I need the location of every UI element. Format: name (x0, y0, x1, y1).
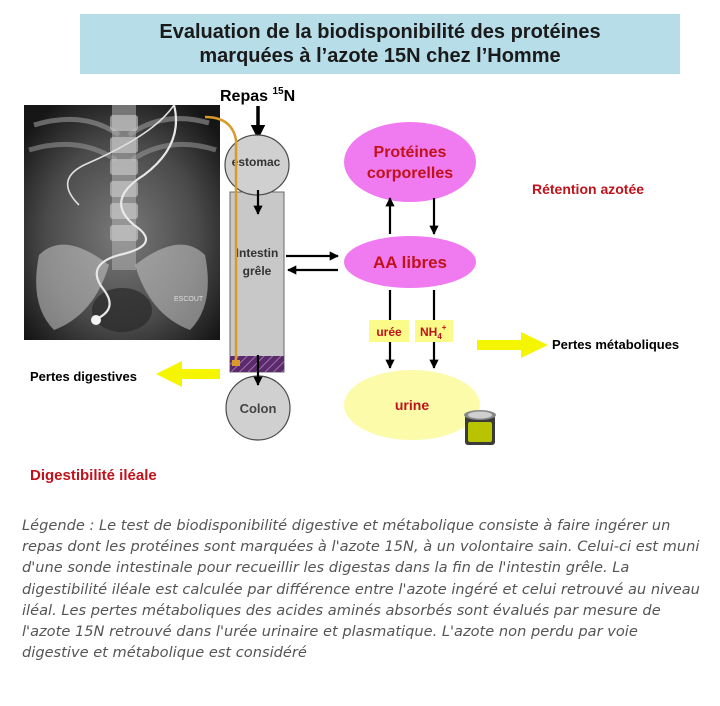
stomach-label: estomac (231, 155, 281, 169)
xray-watermark: ESCOUT (174, 296, 204, 303)
colon-label: Colon (239, 401, 277, 416)
intestine-label-1: Intestin (235, 246, 279, 260)
body-proteins-label-2: corporelles (366, 165, 454, 182)
intestine-label-2: grêle (242, 264, 272, 278)
digestive-losses-label: Pertes digestives (30, 369, 137, 384)
title-line-2: marquées à l’azote 15N chez l’Homme (199, 45, 561, 67)
meal-label: Repas $^{15}$N (220, 86, 296, 105)
small-intestine (230, 192, 284, 372)
title-line-1: Evaluation de la biodisponibilité des protéines (159, 21, 601, 43)
probe-tip (232, 360, 240, 366)
urine-container-icon (464, 410, 496, 445)
digestive-losses-arrow (156, 361, 220, 387)
nitrogen-retention-label: Rétention azotée (532, 181, 645, 197)
urea-tag-label: urée (376, 325, 402, 339)
body-proteins-pool (344, 122, 476, 202)
caption-paragraph: Légende : Le test de biodisponibilité digestive et métabolique consiste à faire ingérer un repas dont les protéines sont marquées à l'azote 15N, à un volontaire sain. Celui-ci est muni d'une sonde intestinale pour recueillir les digestas dans la fin de l'intestin grêle. La digestibilité iléale est calculée par différence entre l'azote ingéré et celui retrouvé au niveau iléal. Les pertes métaboliques des acides aminés absorbés sont évalués par mesure de l'azote 15N retrouvé dans l'urée urinaire et plasmatique. L'azote non perdu par voie digestive et métabolique est considéré (22, 517, 700, 662)
ileal-digestibility-label: Digestibilité iléale (30, 467, 157, 484)
free-amino-acids-label: AA libres (372, 253, 448, 272)
ammonium-tag-label: $NH_4^+$ (420, 323, 447, 341)
urine-label: urine (394, 397, 430, 413)
metabolic-losses-label: Pertes métaboliques (552, 337, 680, 352)
metabolic-losses-arrow (477, 332, 548, 358)
body-proteins-label-1: Protéines (373, 144, 447, 161)
